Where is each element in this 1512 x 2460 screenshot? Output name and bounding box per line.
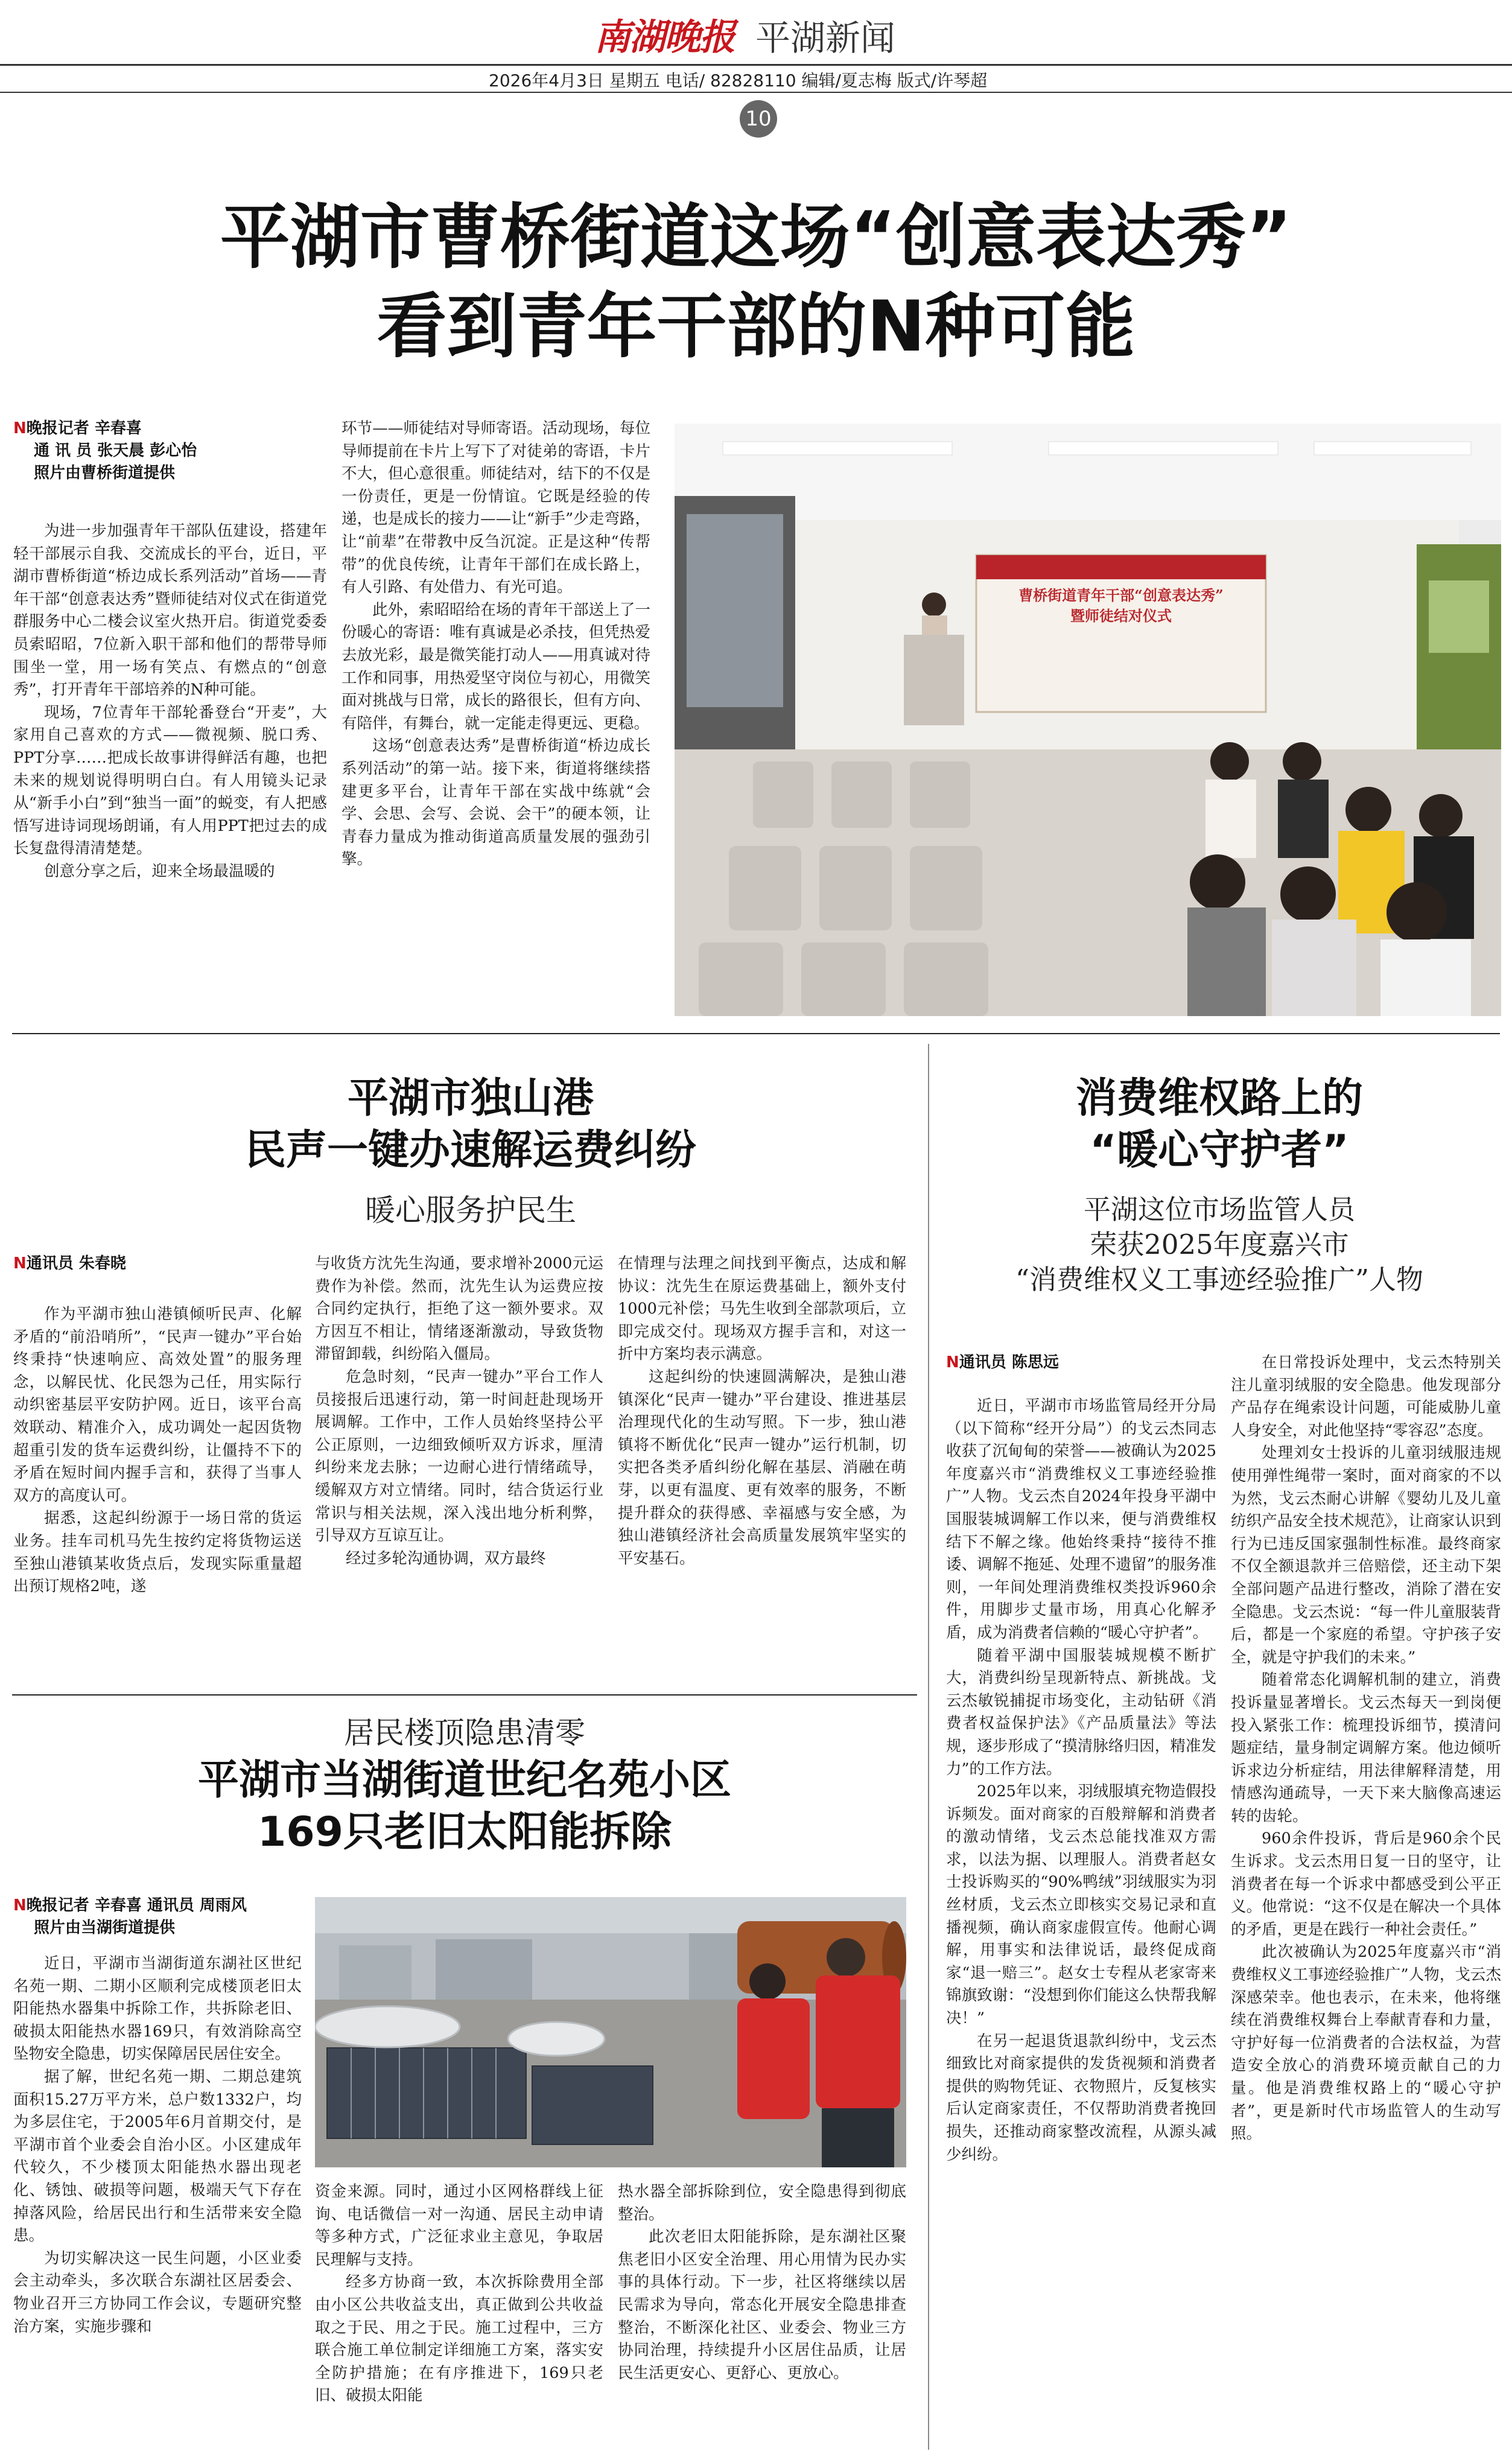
article2-col3 <box>618 1253 906 1570</box>
article4-paragraph: 在日常投诉处理中，戈云杰特别关注儿童羽绒服的安全隐患。他发现部分产品存在绳索设计问题，可能威胁儿童人身安全，对此他坚持“零容忍”态度。 <box>1231 1353 1501 1440</box>
article4-col2 <box>1231 1352 1501 2146</box>
article4-paragraph: 随着平湖中国服装城规模不断扩大，消费纠纷呈现新特点、新挑战。戈云杰敏锐捕捉市场变化，主动钻研《消费者权益保护法》《产品质量法》等法规，逐步形成了“摸清脉络归因，精准发力”的工作方法。 <box>946 1646 1216 1778</box>
article1-paragraph: 创意分享之后，迎来全场最温暖的 <box>44 862 275 880</box>
article4-paragraph: 在另一起退货退款纠纷中，戈云杰细致比对商家提供的发货视频和消费者提供的购物凭证、衣物照片，反复核实后认定商家责任，不仅帮助消费者挽回损失，还推动商家整改流程，从源头减少纠纷。 <box>946 2032 1216 2164</box>
page-number-badge <box>740 100 777 138</box>
article2-col2 <box>315 1253 603 1570</box>
article3-col1-top <box>13 1953 302 2338</box>
section-divider <box>12 1694 917 1696</box>
n-mark-icon: N <box>13 1254 27 1273</box>
masthead-rule-lower <box>0 92 1512 93</box>
article4-paragraph: 960余件投诉，背后是960余个民生诉求。戈云杰用日复一日的坚守，让消费者在每一个诉求中都感受到公平正义。他常说：“这不仅是在解决一个具体的矛盾，更是在践行一种社会责任。” <box>1231 1829 1501 1939</box>
article1-byline-line3: 照片由曹桥街道提供 <box>34 464 176 482</box>
photo-screen-title: 曹桥街道青年干部“创意表达秀” <box>1018 586 1224 604</box>
article4-paragraph: 随着常态化调解机制的建立，消费投诉量显著增长。戈云杰每天一到岗便投入紧张工作：梳理投诉细节，摸清问题症结，量身制定调解方案。他边倾听诉求边分析症结，用法律解释清楚，用情感沟通疏导，一天下来大脑像高速运转的齿轮。 <box>1231 1671 1501 1825</box>
article3-headline-line1: 平湖市当湖街道世纪名苑小区 <box>197 1756 731 1804</box>
article2-byline <box>13 1253 303 1275</box>
article2-col1 <box>13 1303 302 1598</box>
article2-headline-line1: 平湖市独山港 <box>347 1075 594 1122</box>
article4-headline-line1: 消费维权路上的 <box>1075 1075 1363 1122</box>
article2-subhead: 暖心服务护民生 <box>365 1193 576 1228</box>
article4-headline-line2: “暖心守护者” <box>1090 1127 1349 1174</box>
n-mark-icon: N <box>946 1353 959 1371</box>
article2-headline <box>84 1073 857 1177</box>
article3-byline-line1: 晚报记者 辛春喜 通讯员 周雨风 <box>26 1896 247 1915</box>
article4-subhead-line2: 荣获2025年度嘉兴市 <box>1090 1228 1349 1260</box>
article1-byline-line2: 通 讯 员 张天晨 彭心怡 <box>34 442 197 460</box>
article4-subhead-line3: “消费维权义工事迹经验推广”人物 <box>1015 1263 1423 1295</box>
article2-paragraph: 与收货方沈先生沟通，要求增补2000元运费作为补偿。然而，沈先生认为运费应按合同约定执行，拒绝了这一额外要求。双方因互不相让，情绪逐渐激动，导致货物滞留卸载，纠纷陷入僵局。 <box>315 1254 603 1364</box>
article1-paragraph: 为进一步加强青年干部队伍建设，搭建年轻干部展示自我、交流成长的平台，近日，平湖市曹桥街道“桥边成长系列活动”首场——青年干部“创意表达秀”暨师徒结对仪式在街道党群服务中心二楼会议室火热开启。街道党委委员索昭昭，7位新入职干部和他们的帮带导师围坐一堂，用一场有笑点、有燃点的“创意秀”，打开青年干部培养的N种可能。 <box>13 522 327 699</box>
article4-paragraph: 处理刘女士投诉的儿童羽绒服违规使用弹性绳带一案时，面对商家的不以为然，戈云杰耐心讲解《婴幼儿及儿童纺织产品安全技术规范》，让商家认识到行为已违反国家强制性标准。最终商家不仅全额退款并三倍赔偿，还主动下架全部问题产品进行整改，消除了潜在安全隐患。戈云杰说：“每一件儿童服装背后，都是一个家庭的希望。守护孩子安全，就是守护我们的未来。” <box>1231 1444 1501 1667</box>
article1-paragraph: 此外，索昭昭给在场的青年干部送上了一份暖心的寄语：唯有真诚是必杀技，但凭热爱去放光彩，最是微笑能打动人——用真诚对待工作和同事，用热爱坚守岗位与初心，用微笑面对挑战与日常，成长的路很长，但有方向、有陪伴，有舞台，就一定能走得更远、更稳。 <box>341 600 650 733</box>
section-title: 平湖新闻 <box>755 17 896 59</box>
article3-paragraph: 热水器全部拆除到位，安全隐患得到彻底整治。 <box>618 2182 906 2223</box>
section-divider <box>12 1033 1500 1034</box>
article2-paragraph: 经过多轮沟通协调，双方最终 <box>346 1549 546 1568</box>
article3-paragraph: 近日，平湖市当湖街道东湖社区世纪名苑一期、二期小区顺利完成楼顶老旧太阳能热水器集中拆除工作，共拆除老旧、破损太阳能热水器169只，有效消除高空坠物安全隐患，切实保障居民居住安全。 <box>13 1954 302 2064</box>
column-divider <box>928 1044 929 2450</box>
article1-headline <box>0 193 1512 372</box>
rooftop-solar-illustration <box>315 1897 906 2167</box>
article1-paragraph: 这场“创意表达秀”是曹桥街道“桥边成长系列活动”的第一站。接下来，街道将继续搭建更多平台，让青年干部在实战中练就“会学、会思、会写、会说、会干”的硬本领，让青春力量成为推动街道高质量发展的强劲引擎。 <box>341 737 650 869</box>
article1-photo <box>675 424 1501 1016</box>
article4-paragraph: 此次被确认为2025年度嘉兴市“消费维权义工事迹经验推广”人物，戈云杰深感荣幸。他也表示，在未来，他将继续在消费维权舞台上奉献青春和力量，守护好每一位消费者的合法权益，为营造安全放心的消费环境贡献自己的力量。他是消费维权路上的“暖心守护者”，更是新时代市场监管人的生动写照。 <box>1231 1943 1501 2143</box>
article2-paragraph: 据悉，这起纠纷源于一场日常的货运业务。挂车司机马先生按约定将货物运送至独山港镇某收货点后，发现实际重量超出预订规格2吨，遂 <box>13 1509 302 1596</box>
article1-col1 <box>13 520 327 883</box>
photo-screen-text <box>976 585 1266 626</box>
article3-col2 <box>315 2181 603 2408</box>
photo-screen-subtitle: 暨师徒结对仪式 <box>1070 607 1172 625</box>
article3-headline-line2: 169只老旧太阳能拆除 <box>258 1808 672 1856</box>
article3-headline <box>12 1755 917 1858</box>
article3-byline <box>13 1895 303 1939</box>
article3-paragraph: 资金来源。同时，通过小区网格群线上征询、电话微信一对一沟通、居民主动申请等多种方式，广泛征求业主意见，争取居民理解与支持。 <box>315 2182 603 2269</box>
article3-paragraph: 为切实解决这一民生问题，小区业委会主动牵头，多次联合东湖社区居委会、物业召开三方协同工作会议，专题研究整治方案，实施步骤和 <box>13 2249 302 2336</box>
article2-paragraph: 在情理与法理之间找到平衡点，达成和解协议：沈先生在原运费基础上，额外支付1000元补偿；马先生收到全部款项后，立即完成交付。现场双方握手言和，对这一折中方案均表示满意。 <box>618 1254 906 1364</box>
article1-headline-line2: 看到青年干部的N种可能 <box>376 286 1136 367</box>
article1-byline <box>13 418 327 485</box>
article4-col1 <box>946 1395 1216 2166</box>
newspaper-logo: 南湖晚报 <box>594 16 734 59</box>
masthead-rule <box>0 64 1512 66</box>
article2-headline-line2: 民声一键办速解运费纠纷 <box>244 1127 696 1174</box>
article1-paragraph: 环节——师徒结对导师寄语。活动现场，每位导师提前在卡片上写下了对徒弟的寄语，卡片不大，但心意很重。师徒结对，结下的不仅是一份责任，更是一份情谊。它既是经验的传递，也是成长的接力——让“新手”少走弯路，让“前辈”在带教中反刍沉淀。正是这种“传帮带”的优良传统，让青年干部们在成长路上，有人引路、有处借力、有光可追。 <box>341 419 650 597</box>
article4-byline-text: 通讯员 陈思远 <box>959 1353 1059 1371</box>
article3-paragraph: 据了解，世纪名苑一期、二期总建筑面积15.27万平方米，总户数1332户，均为多层住宅，于2005年6月首期交付，是平湖市首个业委会自治小区。小区建成年代较久，不少楼顶太阳能热水器出现老化、锈蚀、破损等问题，极端天气下存在掉落风险，给居民出行和生活带来安全隐患。 <box>13 2067 302 2245</box>
article1-byline-line1: 晚报记者 辛春喜 <box>26 419 142 437</box>
article4-byline <box>946 1352 1212 1374</box>
article4-headline <box>939 1073 1500 1177</box>
article2-paragraph: 这起纠纷的快速圆满解决，是独山港镇深化“民声一键办”平台建设、推进基层治理现代化的生动写照。下一步，独山港镇将不断优化“民声一键办”运行机制，切实把各类矛盾纠纷化解在基层、消融在萌芽，以更有温度、更有效率的服务，不断提升群众的获得感、幸福感与安全感，为独山港镇经济社会高质量发展筑牢坚实的平安基石。 <box>618 1367 906 1568</box>
n-mark-icon: N <box>13 419 27 437</box>
article2-paragraph: 危急时刻，“民声一键办”平台工作人员接报后迅速行动，第一时间赶赴现场开展调解。工作中，工作人员始终坚持公平公正原则，一边细致倾听双方诉求，厘清纠纷来龙去脉；一边耐心进行情绪疏导，缓解双方对立情绪。同时，结合货运行业常识与相关法规，深入浅出地分析利弊，引导双方互谅互让。 <box>315 1367 603 1545</box>
n-mark-icon: N <box>13 1896 27 1915</box>
article3-paragraph: 经多方协商一致，本次拆除费用全部由小区公共收益支出，真正做到公共收益取之于民、用之于民。施工过程中，三方联合施工单位制定详细施工方案，落实安全防护措施；在有序推进下，169只老旧、破损太阳能 <box>315 2273 603 2405</box>
article1-col2 <box>341 418 650 871</box>
page-number: 10 <box>745 107 772 131</box>
article4-paragraph: 近日，平湖市市场监管局经开分局（以下简称“经开分局”）的戈云杰同志收获了沉甸甸的荣誉——被确认为2025年度嘉兴市“消费维权义工事迹经验推广”人物。戈云杰自2024年投身平湖中国服装城调解工作以来，便与消费维权结下不解之缘。他始终秉持“接待不推诿、调解不拖延、处理不遗留”的服务准则，一年间处理消费维权类投诉960余件，用脚步丈量市场，用真心化解矛盾，成为消费者信赖的“暖心守护者”。 <box>946 1397 1216 1642</box>
article4-paragraph: 2025年以来，羽绒服填充物造假投诉频发。面对商家的百般辩解和消费者的激动情绪，戈云杰总能找准双方需求，以法为据、以理服人。消费者赵女士投诉购买的“90%鸭绒”羽绒服实为羽丝材质，戈云杰立即核实交易记录和直播视频，确认商家虚假宣传。他耐心调解，用事实和法律说话，最终促成商家“退一赔三”。赵女士专程从老家寄来锦旗致谢：“没想到你们能这么快帮我解决！” <box>946 1782 1216 2028</box>
article4-subhead-line1: 平湖这位市场监管人员 <box>1083 1193 1355 1225</box>
dateline: 2026年4月3日 星期五 电话/ 82828110 编辑/夏志梅 版式/许琴超 <box>489 71 988 91</box>
article1-paragraph: 现场，7位青年干部轮番登台“开麦”，大家用自己喜欢的方式——微视频、脱口秀、PPT分享……把成长故事讲得鲜活有趣，也把未来的规划说得明明白白。有人用镜头记录从“新手小白”到“独当一面”的蜕变，有人把感悟写进诗词现场朗诵，有人用PPT把过去的成长复盘得清清楚楚。 <box>13 703 327 858</box>
article3-subhead: 居民楼顶隐患清零 <box>344 1715 585 1750</box>
article3-byline-line2: 照片由当湖街道提供 <box>34 1919 176 1937</box>
article4-subhead <box>939 1192 1500 1297</box>
meeting-room-illustration <box>675 424 1501 1016</box>
article3-col3 <box>618 2181 906 2385</box>
article2-paragraph: 作为平湖市独山港镇倾听民声、化解矛盾的“前沿哨所”，“民声一键办”平台始终秉持“快速响应、高效处置”的服务理念，以解民忧、化民怨为己任，用实际行动织密基层平安防护网。近日，该平台高效联动、精准介入，成功调处一起因货物超重引发的货车运费纠纷，让僵持不下的矛盾在短时间内握手言和，获得了当事人双方的高度认可。 <box>13 1305 302 1505</box>
article2-byline-text: 通讯员 朱春晓 <box>26 1254 126 1273</box>
article1-headline-line1: 平湖市曹桥街道这场“创意表达秀” <box>220 197 1292 278</box>
article3-paragraph: 此次老旧太阳能拆除，是东湖社区聚焦老旧小区安全治理、用心用情为民办实事的具体行动。下一步，社区将继续以居民需求为导向，常态化开展安全隐患排查整治，不断深化社区、业委会、物业三方协同治理，持续提升小区居住品质，让居民生活更安心、更舒心、更放心。 <box>618 2228 906 2382</box>
article3-photo <box>315 1897 906 2167</box>
